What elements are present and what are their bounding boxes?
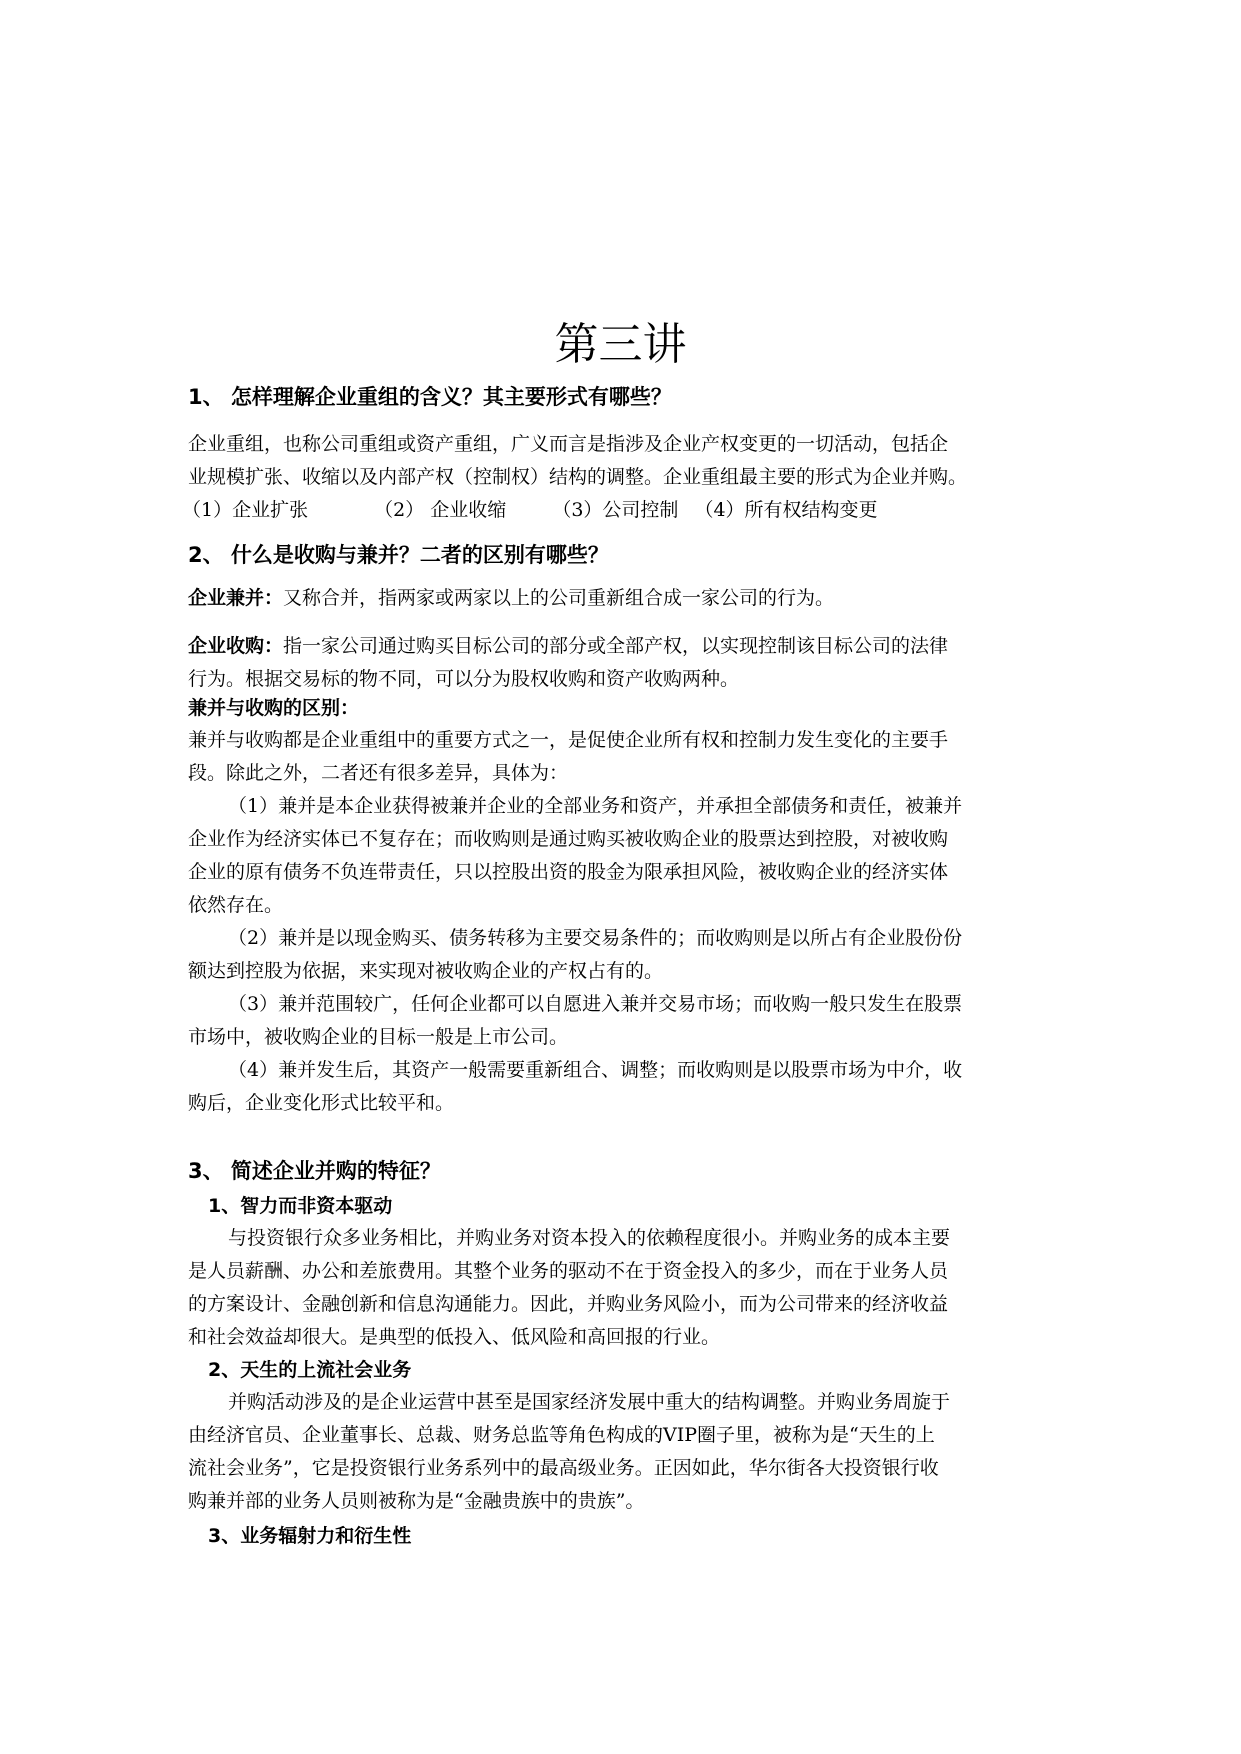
q1-form-3: （3）公司控制	[552, 499, 679, 521]
diff-point-1-line-1: （1）兼并是本企业获得被兼并企业的全部业务和资产，并承担全部债务和责任，被兼并	[228, 795, 963, 817]
diff-intro-line-1: 兼并与收购都是企业重组中的重要方式之一，是促使企业所有权和控制力发生变化的主要手	[188, 729, 949, 751]
diff-point-4-line-1: （4）兼并发生后，其资产一般需要重新组合、调整；而收购则是以股票市场为中介，收	[228, 1059, 963, 1081]
diff-point-1-line-4: 依然存在。	[188, 894, 284, 916]
merger-label: 企业兼并：	[188, 587, 284, 609]
diff-intro	[188, 724, 1052, 790]
diff-label: 兼并与收购的区别：	[188, 697, 360, 719]
diff-point-1-line-2: 企业作为经济实体已不复存在；而收购则是通过购买被收购企业的股票达到控股，对被收购	[188, 828, 949, 850]
diff-point-2	[188, 922, 1052, 988]
feature-2-line-1: 并购活动涉及的是企业运营中甚至是国家经济发展中重大的结构调整。并购业务周旋于	[228, 1391, 951, 1413]
acq-text-1: 指一家公司通过购买目标公司的部分或全部产权，以实现控制该目标公司的法律	[283, 635, 949, 657]
feature-3-title: 3、业务辐射力和衍生性	[208, 1525, 412, 1547]
diff-point-3	[188, 988, 1052, 1054]
diff-point-3-line-2: 市场中，被收购企业的目标一般是上市公司。	[188, 1026, 569, 1048]
diff-intro-line-2: 段。除此之外，二者还有很多差异，具体为：	[188, 762, 569, 784]
q1-form-2: （2） 企业收缩	[374, 499, 507, 521]
diff-point-2-line-2: 额达到控股为依据，来实现对被收购企业的产权占有的。	[188, 960, 664, 982]
acq-label: 企业收购：	[188, 635, 284, 657]
q1-heading: 1、 怎样理解企业重组的含义？其主要形式有哪些？	[188, 385, 672, 409]
feature-2-line-2: 由经济官员、企业董事长、总裁、财务总监等角色构成的VIP圈子里，被称为是“天生的上	[188, 1424, 935, 1446]
diff-point-1-line-3: 企业的原有债务不负连带责任，只以控股出资的股金为限承担风险，被收购企业的经济实体	[188, 861, 949, 883]
diff-point-4	[188, 1054, 1052, 1120]
q1-form-4: （4）所有权结构变更	[694, 499, 878, 521]
acq-line-1	[188, 630, 1052, 663]
feature-1-line-3: 的方案设计、金融创新和信息沟通能力。因此，并购业务风险小，而为公司带来的经济收益	[188, 1293, 949, 1315]
q2-heading: 2、 什么是收购与兼并？二者的区别有哪些？	[188, 543, 609, 567]
q1-form-1: （1）企业扩张	[182, 499, 309, 521]
feature-1-line-1: 与投资银行众多业务相比，并购业务对资本投入的依赖程度很小。并购业务的成本主要	[228, 1227, 951, 1249]
feature-1-title: 1、智力而非资本驱动	[208, 1195, 393, 1217]
diff-point-4-line-2: 购后，企业变化形式比较平和。	[188, 1092, 455, 1114]
feature-1-line-2: 是人员薪酬、办公和差旅费用。其整个业务的驱动不在于资金投入的多少，而在于业务人员	[188, 1260, 949, 1282]
feature-1-line-4: 和社会效益却很大。是典型的低投入、低风险和高回报的行业。	[188, 1326, 721, 1348]
q1-forms-list	[182, 494, 918, 527]
acq-line-2: 行为。根据交易标的物不同，可以分为股权收购和资产收购两种。	[188, 668, 740, 690]
diff-point-1	[188, 790, 1052, 922]
acquisition-definition	[188, 630, 1052, 696]
page-title: 第三讲	[554, 319, 687, 370]
merger-definition	[188, 582, 834, 615]
feature-2-line-3: 流社会业务”，它是投资银行业务系列中的最高级业务。正因如此，华尔街各大投资银行收	[188, 1457, 939, 1479]
diff-point-2-line-1: （2）兼并是以现金购买、债务转移为主要交易条件的；而收购则是以所占有企业股份份	[228, 927, 963, 949]
merger-text: 又称合并，指两家或两家以上的公司重新组合成一家公司的行为。	[283, 587, 835, 609]
q1-paragraph	[188, 428, 1052, 494]
q1-line-1: 企业重组，也称公司重组或资产重组，广义而言是指涉及企业产权变更的一切活动，包括企	[188, 433, 949, 455]
q3-heading: 3、 简述企业并购的特征？	[188, 1159, 441, 1183]
feature-1-paragraph	[188, 1222, 1052, 1354]
feature-2-paragraph	[188, 1386, 1052, 1518]
diff-point-3-line-1: （3）兼并范围较广，任何企业都可以自愿进入兼并交易市场；而收购一般只发生在股票	[228, 993, 963, 1015]
q1-line-2: 业规模扩张、收缩以及内部产权（控制权）结构的调整。企业重组最主要的形式为企业并购。	[188, 466, 968, 488]
feature-2-title: 2、天生的上流社会业务	[208, 1359, 412, 1381]
feature-2-line-4: 购兼并部的业务人员则被称为是“金融贵族中的贵族”。	[188, 1490, 645, 1512]
